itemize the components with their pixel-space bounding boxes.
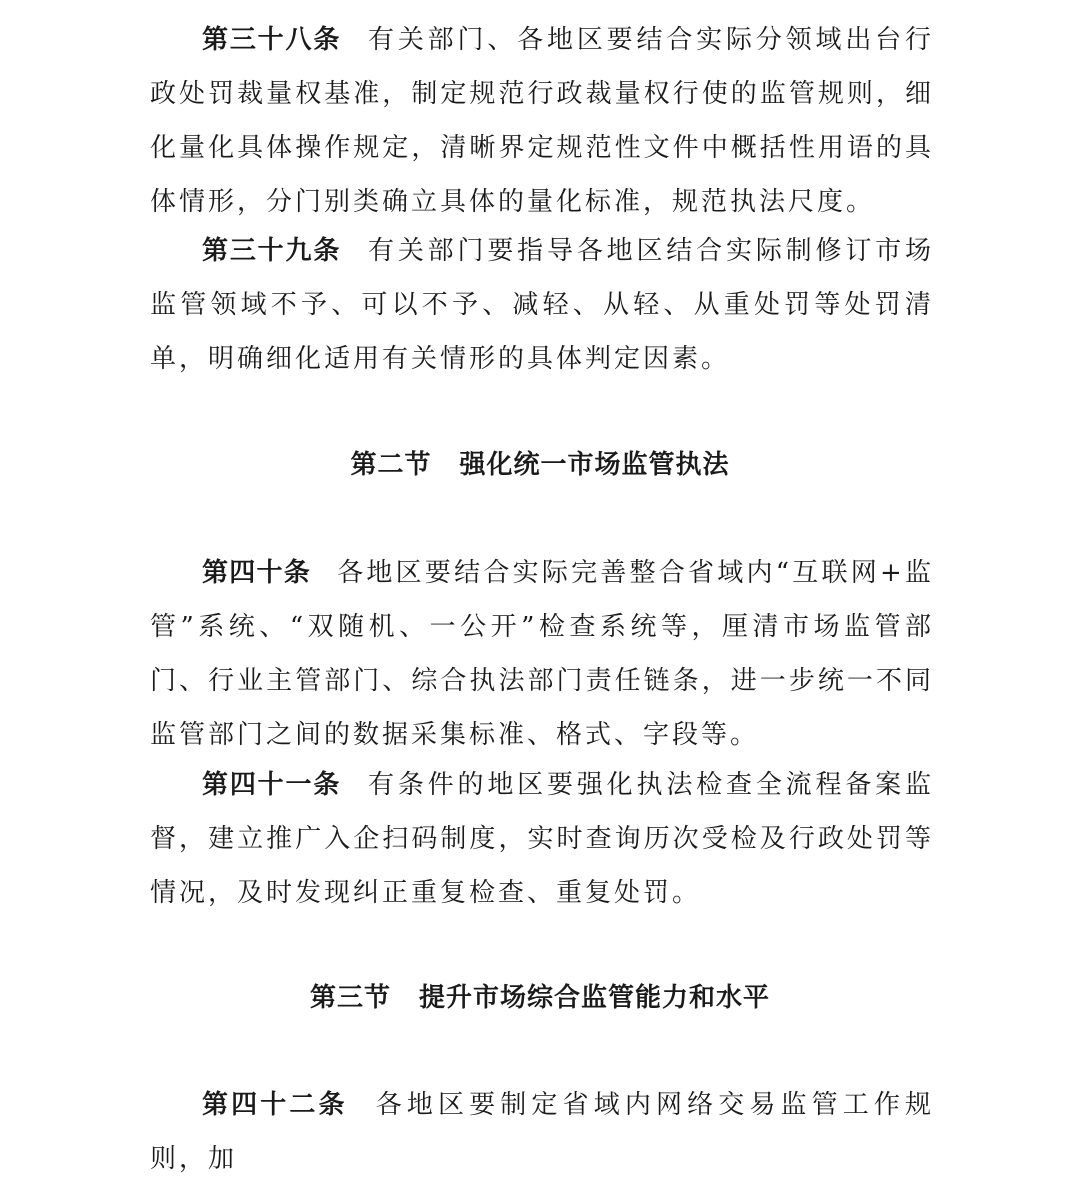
section-2-heading: [0, 445, 1080, 485]
section-2-number: 第二节: [350, 450, 432, 480]
section-3-heading: [0, 978, 1080, 1018]
section-3-title: 提升市场综合监管能力和水平: [419, 983, 771, 1013]
article-38-title: 第三十八条: [202, 25, 342, 55]
article-42-title: 第四十二条: [202, 1090, 348, 1120]
article-41-title: 第四十一条: [202, 770, 342, 800]
article-42-text: 各地区要制定省域内网络交易监管工作规则，加: [150, 1090, 934, 1174]
article-40-paragraph: [150, 546, 934, 762]
article-40-title: 第四十条: [202, 558, 311, 588]
article-38-text: 有关部门、各地区要结合实际分领域出台行政处罚裁量权基准，制定规范行政裁量权行使的监管规则，细化量化具体操作规定，清晰界定规范性文件中概括性用语的具体情形，分门别类确立具体的量化标准，规范执法尺度。: [150, 25, 934, 217]
article-39-text: 有关部门要指导各地区结合实际制修订市场监管领域不予、可以不予、减轻、从轻、从重处罚等处罚清单，明确细化适用有关情形的具体判定因素。: [150, 236, 934, 374]
article-39-paragraph: [150, 224, 934, 386]
article-41-text: 有条件的地区要强化执法检查全流程备案监督，建立推广入企扫码制度，实时查询历次受检及行政处罚等情况，及时发现纠正重复检查、重复处罚。: [150, 770, 934, 908]
article-41-paragraph: [150, 758, 934, 920]
article-38-paragraph: [150, 13, 934, 229]
article-42-paragraph: [150, 1078, 934, 1186]
section-2-title: 强化统一市场监管执法: [459, 450, 730, 480]
section-3-number: 第三节: [309, 983, 391, 1013]
article-39-title: 第三十九条: [202, 236, 342, 266]
article-40-text: 各地区要结合实际完善整合省域内“互联网+监管”系统、“双随机、一公开”检查系统等，厘清市场监管部门、行业主管部门、综合执法部门责任链条，进一步统一不同监管部门之间的数据采集标准、格式、字段等。: [150, 558, 934, 750]
